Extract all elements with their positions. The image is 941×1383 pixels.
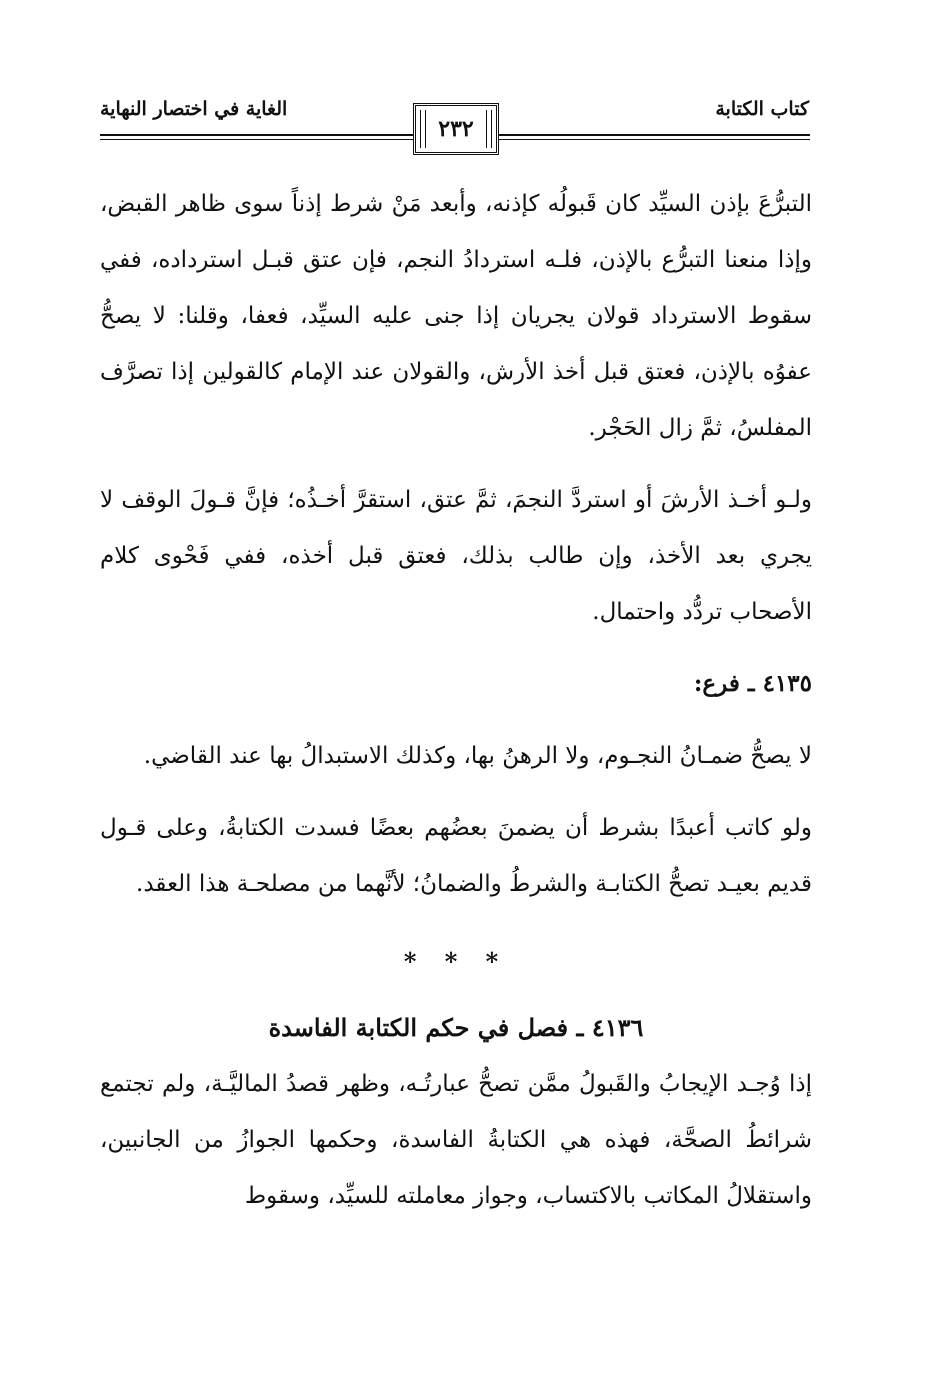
section-divider: * * * bbox=[403, 947, 509, 976]
paragraph: إذا وُجـد الإيجابُ والقَبولُ ممَّن تصحُّ عبارتُـه، وظهر قصدُ الماليَّـة، ولم تجتمع شرائطُ الصحَّة، فهذه هي الكتابةُ الفاسدة، وحكمها الجوازُ من الجانبين، واستقلالُ المكاتب بالاكتساب، وجواز معاملته للسيِّد، وسقوط bbox=[100, 1071, 812, 1209]
branch-heading: ٤١٣٥ ـ فرع: bbox=[693, 670, 812, 697]
page-number: ٢٣٢ bbox=[413, 103, 499, 155]
paragraph: التبرُّعَ بإذن السيِّد كان قَبولُه كإذنه، وأبعد مَنْ شرط إذناً سوى ظاهر القبض، وإذا منعنا التبرُّع بالإذن، فلـه استردادُ النجم، فإن عتق قبـل استرداده، ففي سقوط الاسترداد قولان يجريان إذا جنى عليه السيِّد، فعفا، وقلنا: لا يصحُّ عفوُه بالإذن، فعتق قبل أخذ الأرش، والقولان عند الإمام كالقولين إذا تصرَّف المفلسُ، ثمَّ زال الحَجْر. bbox=[100, 191, 812, 441]
paragraph: ولو كاتب أعبدًا بشرط أن يضمنَ بعضُهم بعضًا فسدت الكتابةُ، وعلى قـول قديم بعيـد تصحُّ الكتابـة والشرطُ والضمانُ؛ لأنَّهما من مصلحـة هذا العقد. bbox=[100, 815, 812, 897]
paragraph: لا يصحُّ ضمـانُ النجـوم، ولا الرهنُ بها، وكذلك الاستبدالُ بها عند القاضي. bbox=[143, 743, 812, 769]
paragraph: ولـو أخـذ الأرشَ أو استردَّ النجمَ، ثمَّ عتق، استقرَّ أخـذُه؛ فإنَّ قـولَ الوقف لا يجري بعد الأخذ، وإن طالب بذلك، فعتق قبل أخذه، ففي فَحْوى كلام الأصحاب تردُّد واحتمال. bbox=[100, 487, 812, 625]
book-title: الغاية في اختصار النهاية bbox=[100, 98, 288, 120]
chapter-title: كتاب الكتابة bbox=[715, 98, 809, 120]
section-heading: ٤١٣٦ ـ فصل في حكم الكتابة الفاسدة bbox=[268, 1013, 644, 1042]
page-body bbox=[100, 176, 812, 1224]
